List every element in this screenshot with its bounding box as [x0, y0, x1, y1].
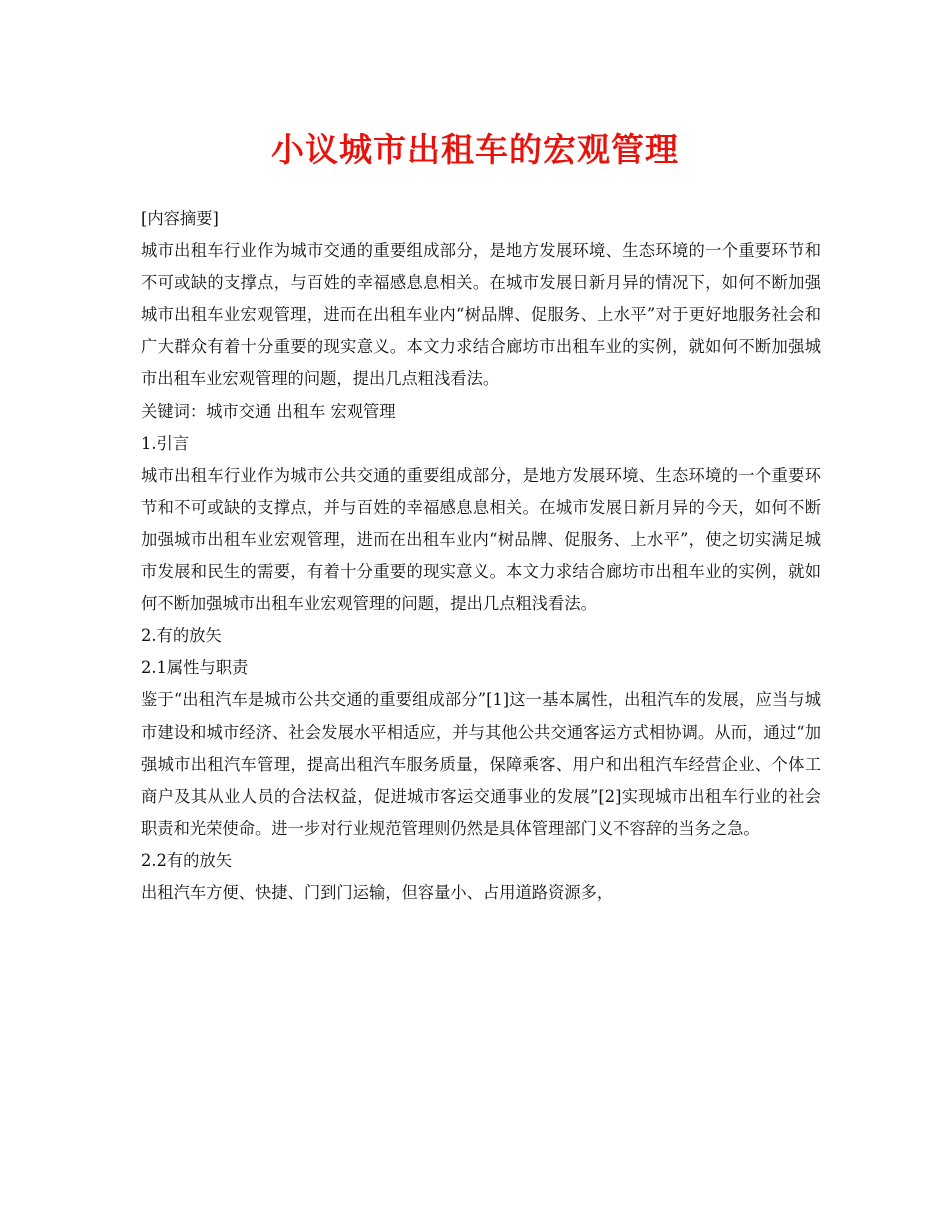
- document-body: [141, 203, 821, 909]
- keywords-line: 关键词：城市交通 出租车 宏观管理: [141, 401, 396, 421]
- subsection-heading-2-1: 2.1属性与职责: [141, 658, 249, 678]
- section-2-1-paragraph: 鉴于“出租汽车是城市公共交通的重要组成部分”[1]这一基本属性，出租汽车的发展，应当与城市建设和城市经济、社会发展水平相适应，并与其他公共交通客运方式相协调。从而，通过“加强城市出租汽车管理，提高出租汽车服务质量，保障乘客、用户和出租汽车经营企业、个体工商户及其从业人员的合法权益，促进城市客运交通事业的发展”[2]实现城市出租车行业的社会职责和光荣使命。进一步对行业规范管理则仍然是具体管理部门义不容辞的当务之急。: [141, 690, 821, 838]
- section-heading-2: 2.有的放矢: [141, 626, 222, 646]
- introduction-paragraph: 城市出租车行业作为城市公共交通的重要组成部分，是地方发展环境、生态环境的一个重要环节和不可或缺的支撑点，并与百姓的幸福感息息相关。在城市发展日新月异的今天，如何不断加强城市出租车业宏观管理，进而在出租车业内“树品牌、促服务、上水平”，使之切实满足城市发展和民生的需要，有着十分重要的现实意义。本文力求结合廊坊市出租车业的实例，就如何不断加强城市出租车业宏观管理的问题，提出几点粗浅看法。: [141, 465, 821, 614]
- section-2-2-paragraph: 出租汽车方便、快捷、门到门运输，但容量小、占用道路资源多，: [141, 882, 614, 902]
- abstract-heading: [内容摘要]: [141, 209, 219, 228]
- page-title: 小议城市出租车的宏观管理: [271, 130, 679, 169]
- subsection-heading-2-2: 2.2有的放矢: [141, 850, 233, 870]
- abstract-paragraph: 城市出租车行业作为城市交通的重要组成部分，是地方发展环境、生态环境的一个重要环节和不可或缺的支撑点，与百姓的幸福感息息相关。在城市发展日新月异的情况下，如何不断加强城市出租车业宏观管理，进而在出租车业内“树品牌、促服务、上水平”对于更好地服务社会和广大群众有着十分重要的现实意义。本文力求结合廊坊市出租车业的实例，就如何不断加强城市出租车业宏观管理的问题，提出几点粗浅看法。: [141, 241, 821, 389]
- section-heading-introduction: 1.引言: [141, 433, 190, 453]
